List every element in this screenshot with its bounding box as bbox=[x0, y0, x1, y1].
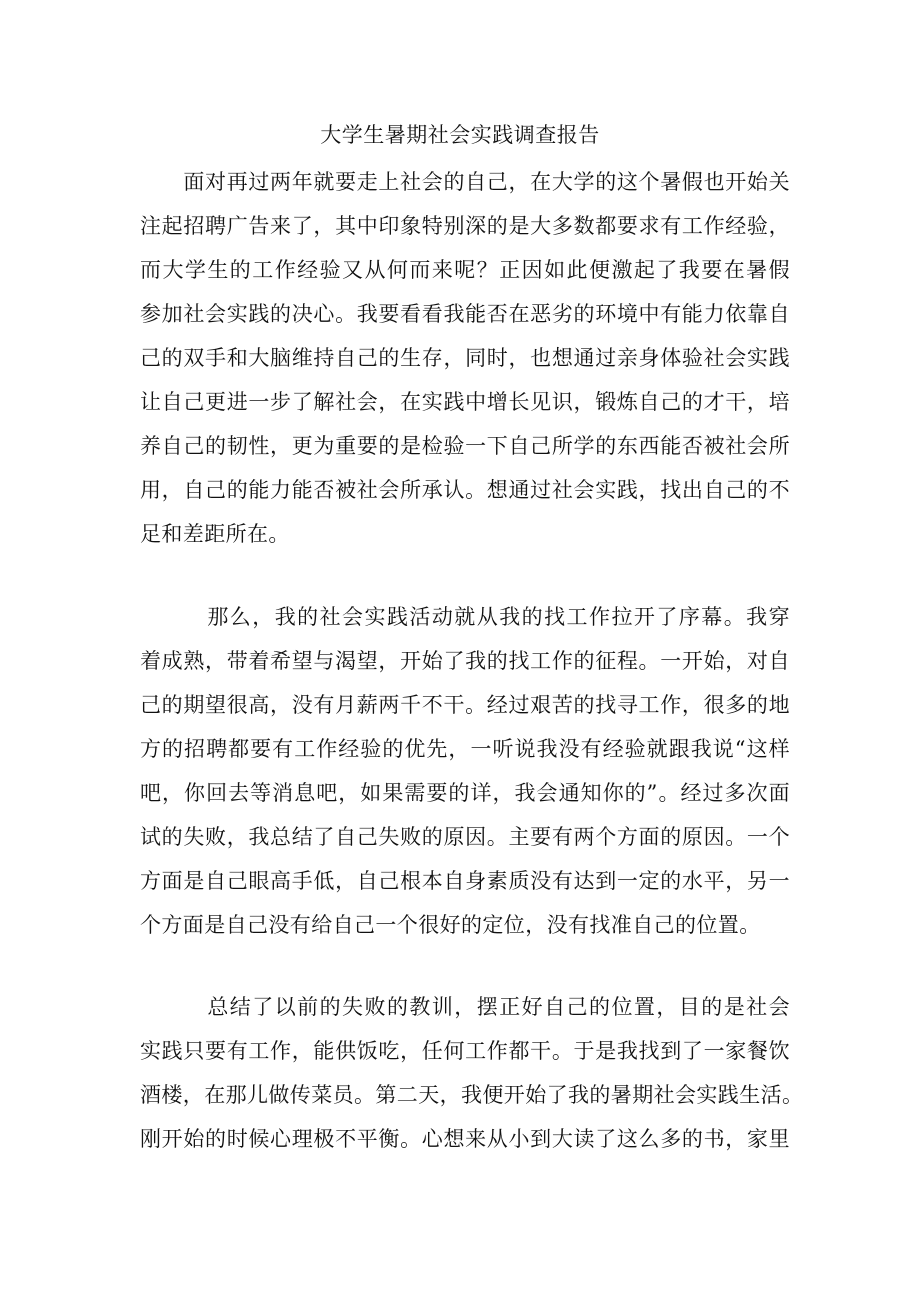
text-line: 己的双手和大脑维持自己的生存，同时，也想通过亲身体验社会实践 bbox=[140, 346, 790, 370]
text-line: 酒楼，在那儿做传菜员。第二天，我便开始了我的暑期社会实践生活。 bbox=[140, 1083, 804, 1107]
text-line: 实践只要有工作，能供饭吃，任何工作都干。于是我找到了一家餐饮 bbox=[140, 1039, 790, 1063]
text-line: 让自己更进一步了解社会，在实践中增长见识，锻炼自己的才干，培 bbox=[140, 390, 790, 414]
text-line: 试的失败，我总结了自己失败的原因。主要有两个方面的原因。一个 bbox=[140, 825, 790, 849]
paragraph-3 bbox=[140, 985, 804, 1161]
text-line: 用，自己的能力能否被社会所承认。想通过社会实践，找出自己的不 bbox=[140, 478, 790, 502]
text-line: 方的招聘都要有工作经验的优先，一听说我没有经验就跟我说“这样 bbox=[140, 737, 790, 761]
text-line: 养自己的韧性，更为重要的是检验一下自己所学的东西能否被社会所 bbox=[140, 434, 790, 458]
text-line: 面对再过两年就要走上社会的自己，在大学的这个暑假也开始关 bbox=[140, 170, 790, 194]
text-line: 那么，我的社会实践活动就从我的找工作拉开了序幕。我穿 bbox=[140, 605, 790, 629]
text-line: 己的期望很高，没有月薪两千不干。经过艰苦的找寻工作，很多的地 bbox=[140, 693, 790, 717]
text-line: 吧，你回去等消息吧，如果需要的详，我会通知你的”。经过多次面 bbox=[140, 781, 790, 805]
text-line: 方面是自己眼高手低，自己根本自身素质没有达到一定的水平，另一 bbox=[140, 869, 790, 893]
text-line: 总结了以前的失败的教训，摆正好自己的位置，目的是社会 bbox=[140, 995, 790, 1019]
text-line: 参加社会实践的决心。我要看看我能否在恶劣的环境中有能力依靠自 bbox=[140, 302, 790, 326]
paragraph-2 bbox=[140, 595, 790, 947]
text-line: 刚开始的时候心理极不平衡。心想来从小到大读了这么多的书，家里 bbox=[140, 1127, 790, 1151]
text-line: 而大学生的工作经验又从何而来呢？正因如此便激起了我要在暑假 bbox=[140, 258, 790, 282]
document-title: 大学生暑期社会实践调查报告 bbox=[320, 123, 600, 147]
text-line: 注起招聘广告来了，其中印象特别深的是大多数都要求有工作经验， bbox=[140, 214, 790, 238]
text-line: 足和差距所在。 bbox=[140, 522, 290, 546]
text-line: 个方面是自己没有给自己一个很好的定位，没有找准自己的位置。 bbox=[140, 913, 761, 937]
paragraph-1 bbox=[140, 160, 790, 556]
text-line: 着成熟，带着希望与渴望，开始了我的找工作的征程。一开始，对自 bbox=[140, 649, 790, 673]
